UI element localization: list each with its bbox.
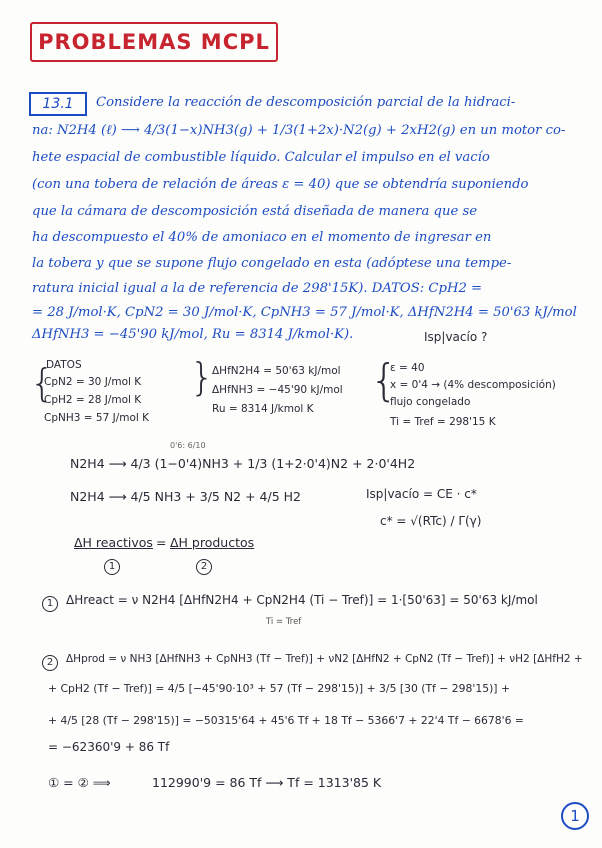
datos-item: flujo congelado <box>390 396 471 408</box>
page-number: 1 <box>561 802 589 830</box>
middle-brace: } <box>190 355 215 399</box>
statement-line: = 28 J/mol·K, CpN2 = 30 J/mol·K, CpNH3 = 57 J/mol·K, ΔHfN2H4 = 50'63 kJ/mol <box>32 305 577 320</box>
balance-marker-2 <box>196 556 212 575</box>
step1-marker <box>42 593 58 612</box>
datos-item: CpH2 = 28 J/mol K <box>44 394 142 406</box>
datos-item: CpN2 = 30 J/mol K <box>44 376 142 388</box>
equation-number: 2 <box>42 655 58 671</box>
datos-item: CpNH3 = 57 J/mol K <box>44 412 150 424</box>
balance-marker-1 <box>104 556 120 575</box>
step2-line: + 4/5 [28 (Tf − 298'15)] = −50315'64 + 45'6 Tf + 18 Tf − 5366'7 + 22'4 Tf − 6678'6 = <box>48 714 524 727</box>
statement-line: la tobera y que se supone flujo congelado en esta (adóptese una tempe- <box>32 256 512 271</box>
step1-equation: ΔHreact = ν N2H4 [ΔHfN2H4 + CpN2H4 (Ti − Tref)] = 1·[50'63] = 50'63 kJ/mol <box>66 593 538 607</box>
final-result: 112990'9 = 86 Tf ⟶ Tf = 1313'85 K <box>152 775 382 790</box>
equation-number: 1 <box>42 596 58 612</box>
left-brace: { <box>30 361 55 405</box>
datos-item: ε = 40 <box>390 362 425 374</box>
balance-right: ΔH productos <box>170 535 255 550</box>
step2-line: ΔHprod = ν NH3 [ΔHfNH3 + CpNH3 (Tf − Tref)] + νN2 [ΔHfN2 + CpN2 (Tf − Tref)] + νH2 [ΔHfH2 + <box>66 653 583 665</box>
problem-number-box: 13.1 <box>29 92 87 116</box>
reaction-note: 0'6: 6/10 <box>170 441 206 450</box>
reaction-simplified: N2H4 ⟶ 4/5 NH3 + 3/5 N2 + 4/5 H2 <box>70 489 301 504</box>
isp-question: Isp|vacío ? <box>424 330 488 344</box>
statement-line: ha descompuesto el 40% de amoniaco en el momento de ingresar en <box>32 230 492 245</box>
datos-item: ΔHfNH3 = −45'90 kJ/mol <box>212 384 343 396</box>
isp-formula: Isp|vacío = CE · c* <box>366 487 477 501</box>
right-brace: { <box>370 355 398 406</box>
statement-line: ratura inicial igual a la de referencia de 298'15K). DATOS: CpH2 = <box>32 281 483 296</box>
step2-line: = −62360'9 + 86 Tf <box>48 740 170 754</box>
page-title: PROBLEMAS MCPL <box>30 22 278 62</box>
statement-line: ΔHfNH3 = −45'90 kJ/mol, Ru = 8314 J/kmol·K). <box>32 327 354 342</box>
statement-line: na: N2H4 (ℓ) ⟶ 4/3(1−x)NH3(g) + 1/3(1+2x)·N2(g) + 2xH2(g) en un motor co- <box>32 123 566 138</box>
step2-marker <box>42 652 58 671</box>
step2-line: + CpH2 (Tf − Tref)] = 4/5 [−45'90·10³ + 57 (Tf − 298'15)] + 3/5 [30 (Tf − 298'15)] + <box>48 682 510 695</box>
datos-item: Ru = 8314 J/kmol K <box>212 403 314 415</box>
reaction-partial: N2H4 ⟶ 4/3 (1−0'4)NH3 + 1/3 (1+2·0'4)N2 + 2·0'4H2 <box>70 456 416 471</box>
step1-note: Ti = Tref <box>266 617 302 627</box>
datos-item: x = 0'4 → (4% descomposición) <box>390 379 556 391</box>
balance-left: ΔH reactivos <box>74 535 153 550</box>
statement-line: que la cámara de descomposición está diseñada de manera que se <box>32 204 478 219</box>
datos-heading: DATOS <box>46 359 82 371</box>
final-marker: ① = ② ⟹ <box>48 775 111 790</box>
equation-number: 2 <box>196 559 212 575</box>
balance-equals: = <box>156 535 167 550</box>
datos-item: Ti = Tref = 298'15 K <box>390 416 496 428</box>
equation-number: 1 <box>104 559 120 575</box>
statement-line: (con una tobera de relación de áreas ε = 40) que se obtendría suponiendo <box>32 177 529 192</box>
statement-line: hete espacial de combustible líquido. Calcular el impulso en el vacío <box>32 150 490 165</box>
statement-line: Considere la reacción de descomposición parcial de la hidraci- <box>96 95 516 110</box>
cstar-formula: c* = √(RTc) / Γ(γ) <box>380 514 482 528</box>
datos-item: ΔHfN2H4 = 50'63 kJ/mol <box>212 365 341 377</box>
